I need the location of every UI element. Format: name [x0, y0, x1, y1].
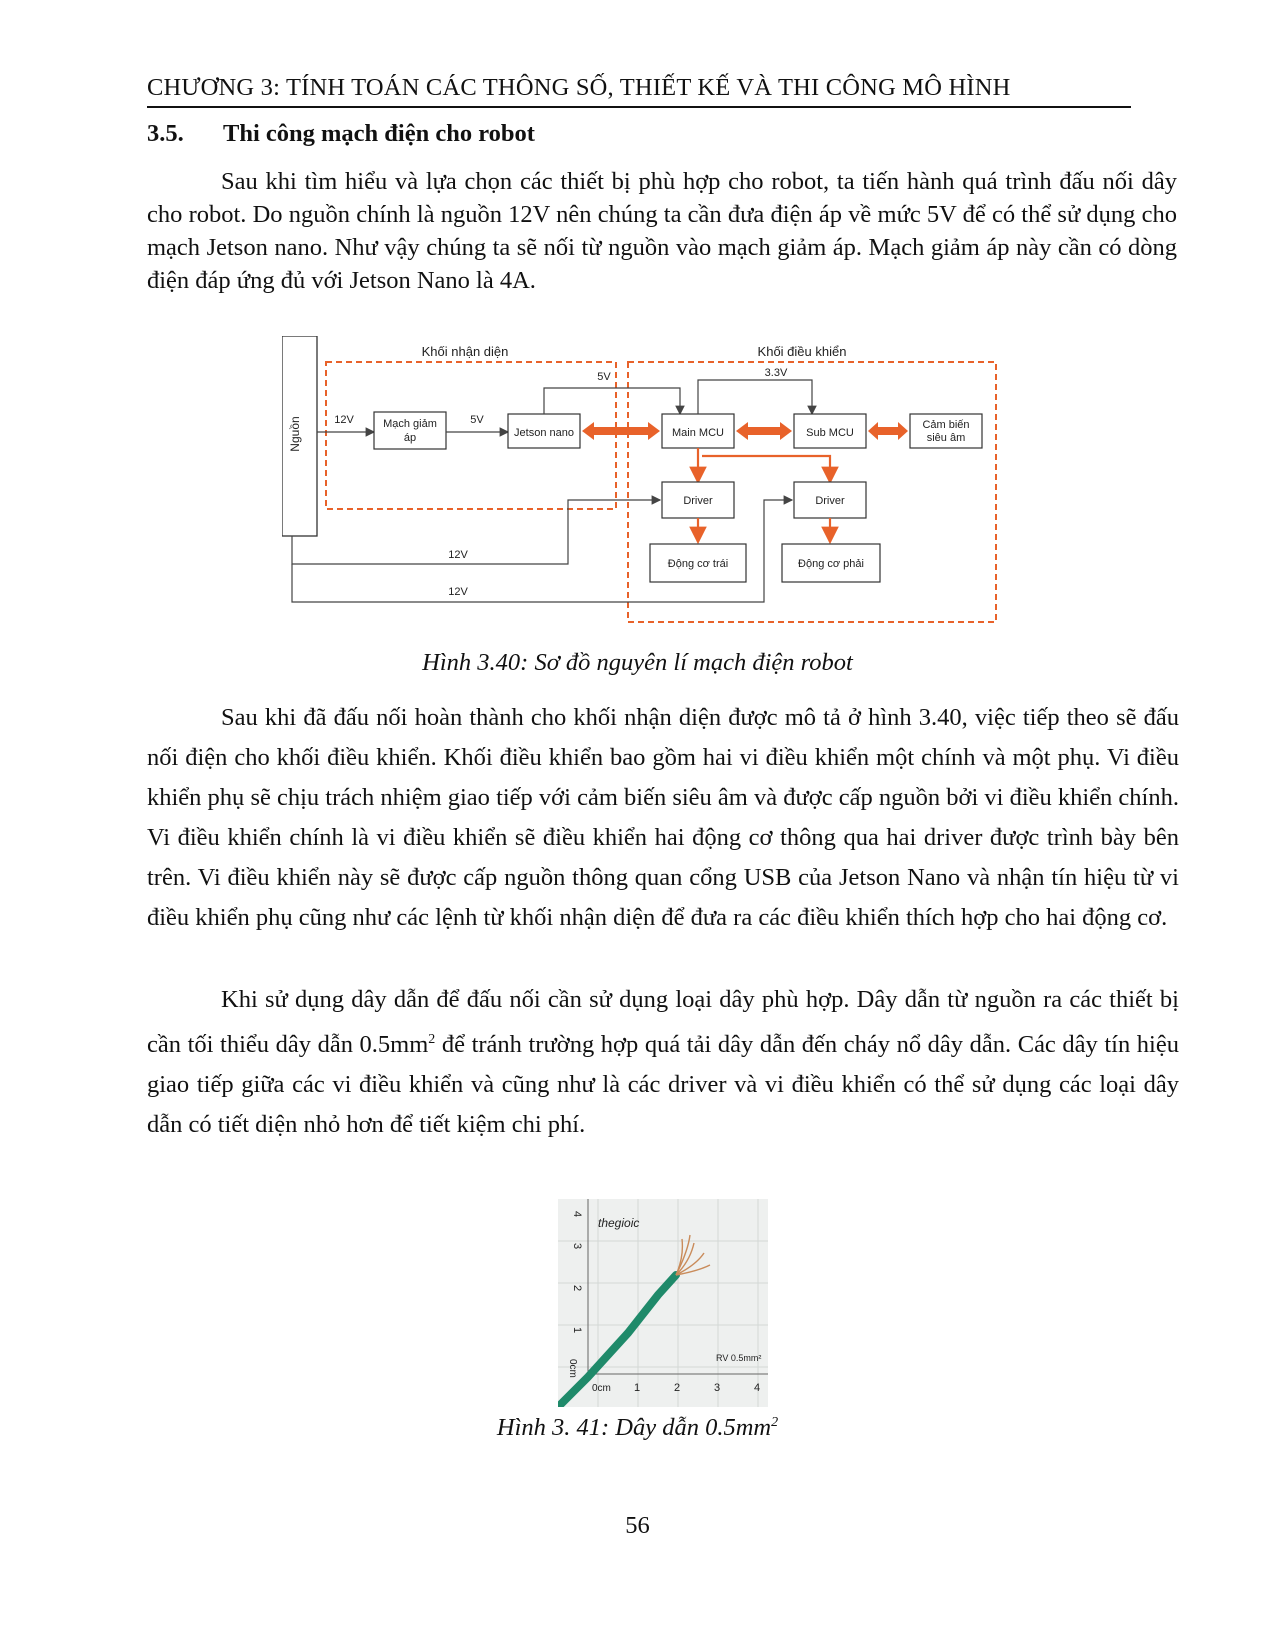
paragraph-3-after: để tránh trường hợp quá tải dây dẫn đến cháy nổ dây dẫn. Các dây tín hiệu giao tiếp giữa các vi điều khiển và cũng như là các driver và vi điều khiển có thể sử dụng các loại dây dẫn có tiết diện nhỏ hơn để tiết kiệm chi phí.: [147, 1031, 1179, 1139]
driver-right-label: Driver: [815, 495, 845, 507]
label-3v3: 3.3V: [764, 367, 788, 379]
caption-2-text: Hình 3. 41: Dây dẫn 0.5mm: [496, 1414, 772, 1441]
circuit-diagram: [282, 336, 1002, 626]
label-12v-driver-left: 12V: [448, 549, 468, 561]
main-mcu-label: Main MCU: [672, 427, 724, 439]
section-heading: [147, 120, 535, 148]
watermark: thegioic: [598, 1216, 640, 1230]
motor-right-label: Động cơ phải: [798, 558, 864, 570]
paragraph-3-sup: 2: [428, 1032, 436, 1047]
ruler-x-1: 1: [634, 1382, 641, 1394]
ruler-x-2: 2: [674, 1382, 681, 1394]
ruler-y-0: 0cm: [567, 1359, 578, 1378]
ruler-y-1: 1: [571, 1327, 583, 1334]
paragraph-2: Sau khi đã đấu nối hoàn thành cho khối nhận diện được mô tả ở hình 3.40, việc tiếp theo sẽ đấu nối điện cho khối điều khiển. Khối điều khiển bao gồm hai vi điều khiển một chính và một phụ. Vi điều khiển phụ sẽ chịu trách nhiệm giao tiếp với cảm biến siêu âm và được cấp nguồn bởi vi điều khiển chính. Vi điều khiển chính là vi điều khiển sẽ điều khiển hai động cơ thông qua hai driver được trình bày bên trên. Vi điều khiển này sẽ được cấp nguồn thông quan cổng USB của Jetson Nano và nhận tín hiệu từ vi điều khiển phụ cũng như các lệnh từ khối nhận diện để đưa ra các điều khiển thích hợp cho hai động cơ.: [147, 704, 1179, 931]
ruler-y-4: 4: [571, 1211, 583, 1218]
buck-label-1: Mạch giảm: [383, 418, 437, 430]
figure-caption-1: Hình 3.40: Sơ đồ nguyên lí mạch điện robot: [422, 649, 853, 676]
label-12v-input: 12V: [334, 414, 354, 426]
section-title: Thi công mạch điện cho robot: [223, 120, 535, 147]
motor-left-label: Động cơ trái: [667, 558, 729, 570]
paragraph-1: Sau khi tìm hiểu và lựa chọn các thiết bị phù hợp cho robot, ta tiến hành quá trình đấu nối dây cho robot. Do nguồn chính là nguồn 12V nên chúng ta cần đưa điện áp về mức 5V để có thể sử dụng cho mạch Jetson nano. Như vậy chúng ta sẽ nối từ nguồn vào mạch giảm áp. Mạch giảm áp này cần có dòng điện đáp ứng đủ với Jetson Nano là 4A.: [147, 168, 1177, 294]
driver-left-label: Driver: [683, 495, 713, 507]
ruler-x-4: 4: [754, 1382, 761, 1394]
group-control-label: Khối điều khiển: [757, 344, 847, 359]
paragraph-3: [147, 980, 1179, 1145]
wire-photo: [558, 1199, 768, 1407]
arrow-main-sub: [736, 422, 792, 440]
chapter-header: CHƯƠNG 3: TÍNH TOÁN CÁC THÔNG SỐ, THIẾT KẾ VÀ THI CÔNG MÔ HÌNH: [147, 74, 1131, 108]
jetson-nano-label: Jetson nano: [514, 427, 574, 439]
label-12v-driver-right: 12V: [448, 586, 468, 598]
section-number: 3.5.: [147, 120, 184, 147]
arrow-sub-sensor: [868, 422, 908, 440]
paragraph-3-before: Khi sử dụng dây dẫn để đấu nối cần sử dụng loại dây phù hợp. Dây dẫn từ nguồn ra các thiết bị cần tối thiểu dây dẫn 0.5mm: [147, 986, 1179, 1059]
sub-mcu-label: Sub MCU: [806, 427, 854, 439]
sensor-label-2: siêu âm: [926, 432, 966, 444]
page-number: 56: [625, 1512, 650, 1539]
sensor-label-1: Cảm biến: [922, 419, 970, 431]
ruler-x-0: 0cm: [592, 1383, 611, 1394]
ruler-y-2: 2: [571, 1285, 583, 1292]
buck-label-2: áp: [403, 432, 417, 444]
caption-2-sup: 2: [771, 1414, 779, 1430]
group-recognition-label: Khối nhận diện: [421, 344, 509, 359]
power-source-label: Nguồn: [288, 416, 302, 452]
label-5v-buck: 5V: [470, 414, 484, 426]
ruler-x-3: 3: [714, 1382, 721, 1394]
wire-spec-label: RV 0.5mm²: [716, 1353, 762, 1363]
figure-caption-2: [0, 1414, 1275, 1442]
ruler-y-3: 3: [571, 1243, 583, 1250]
label-5v-jetson: 5V: [597, 371, 611, 383]
arrow-jetson-main: [582, 422, 660, 440]
